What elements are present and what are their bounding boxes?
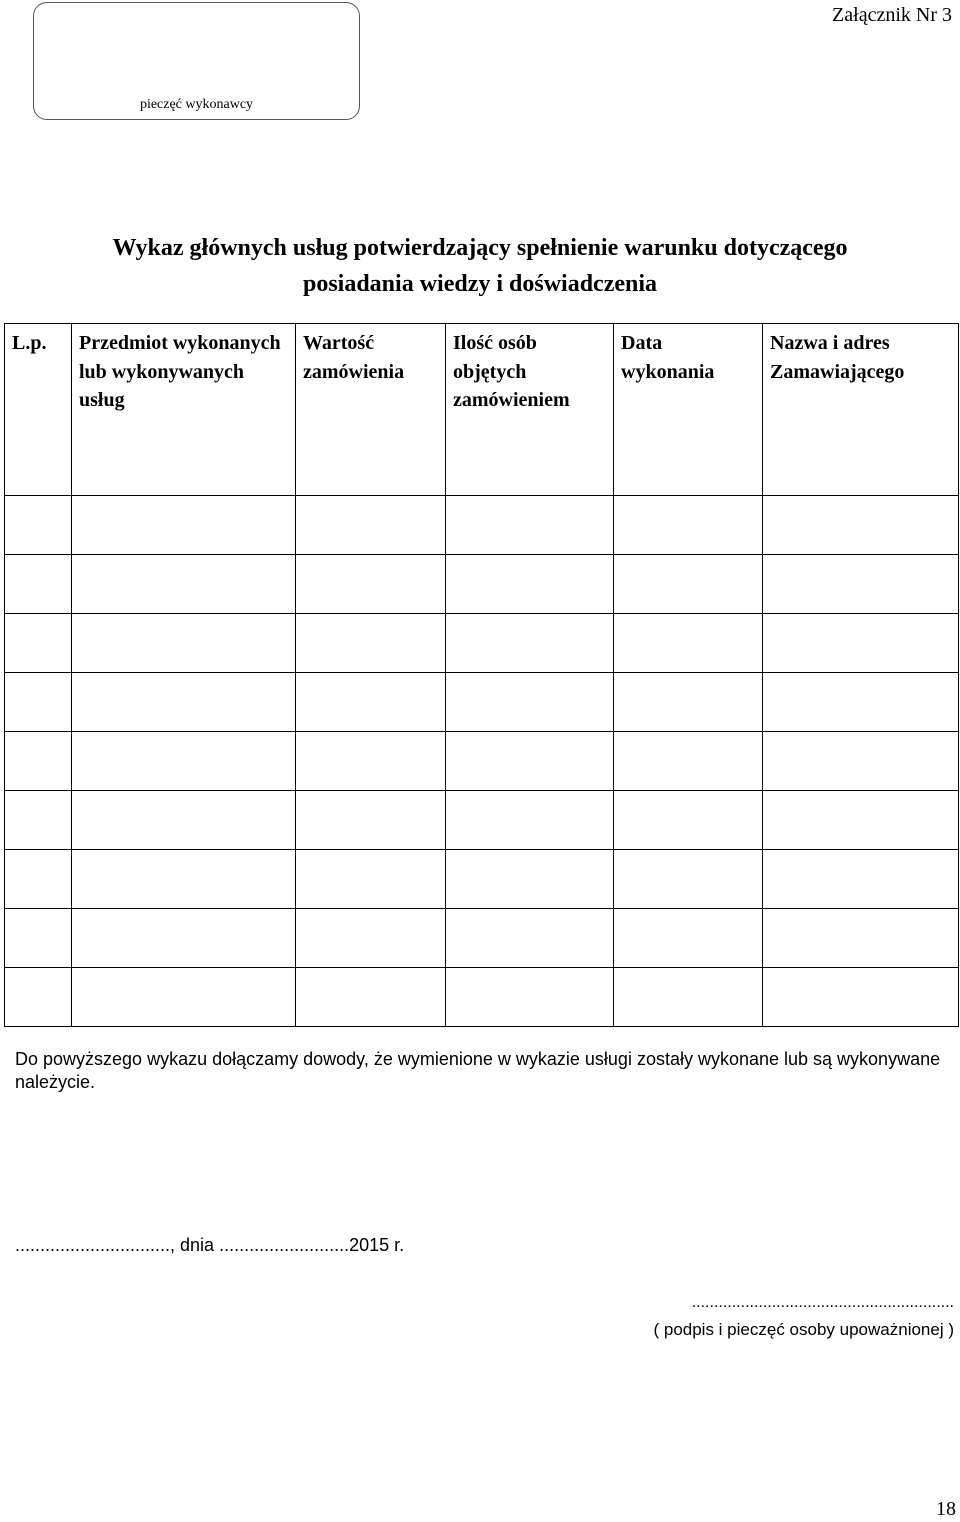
table-cell [763,732,959,791]
table-cell [72,555,296,614]
table-row [5,850,959,909]
table-cell [614,732,763,791]
table-row [5,614,959,673]
header-value: Wartość zamówienia [296,324,446,496]
header-persons: Ilość osób objętych zamówieniem [446,324,614,496]
table-row [5,732,959,791]
table-body [5,496,959,1027]
table-cell [763,555,959,614]
table-cell [763,496,959,555]
table-cell [446,555,614,614]
table-cell [72,732,296,791]
contractor-stamp-box [33,2,360,120]
header-client: Nazwa i adres Zamawiającego [763,324,959,496]
table-cell [5,614,72,673]
table-row [5,555,959,614]
table-cell [72,909,296,968]
table-cell [763,791,959,850]
table-cell [296,614,446,673]
table-cell [614,850,763,909]
table-cell [5,850,72,909]
table-cell [5,791,72,850]
table-cell [614,909,763,968]
table-cell [296,732,446,791]
table-cell [446,496,614,555]
table-header-row [5,324,959,496]
table-cell [614,968,763,1027]
table-cell [763,673,959,732]
table-cell [446,673,614,732]
table-row [5,496,959,555]
table-cell [614,791,763,850]
table-cell [72,791,296,850]
table-cell [72,496,296,555]
table-cell [446,614,614,673]
header-subject: Przedmiot wykonanych lub wykonywanych usług [72,324,296,496]
table-cell [446,909,614,968]
table-cell [763,614,959,673]
title-line-1: Wykaz głównych usług potwierdzający spełnienie warunku dotyczącego [112,235,848,261]
stamp-label: pieczęć wykonawcy [139,97,254,112]
table-cell [5,673,72,732]
annex-label: Załącznik Nr 3 [832,4,952,26]
header-date: Data wykonania [614,324,763,496]
table-cell [446,968,614,1027]
table-cell [614,496,763,555]
page-number: 18 [936,1498,956,1520]
table-cell [296,791,446,850]
table-row [5,673,959,732]
table-cell [614,555,763,614]
table-cell [5,909,72,968]
table-cell [763,909,959,968]
signature-label: ( podpis i pieczęć osoby upoważnionej ) [653,1320,954,1339]
signature-line: ........................................................... [691,1294,954,1311]
table-cell [614,673,763,732]
table-cell [72,673,296,732]
table-cell [614,614,763,673]
services-table [4,323,959,1027]
table-cell [446,732,614,791]
table-cell [5,496,72,555]
title-line-2: posiadania wiedzy i doświadczenia [302,271,658,297]
table-cell [296,909,446,968]
table-row [5,909,959,968]
table-cell [296,673,446,732]
table-cell [72,968,296,1027]
table-cell [5,968,72,1027]
table-cell [763,850,959,909]
table-cell [296,496,446,555]
table-cell [72,850,296,909]
statement-text: Do powyższego wykazu dołączamy dowody, że wymienione w wykazie usługi zostały wykonane lub są wykonywane należycie. [15,1049,941,1092]
table-row [5,791,959,850]
table-cell [5,555,72,614]
table-cell [5,732,72,791]
document-title [0,230,960,302]
table-cell [446,791,614,850]
table-cell [446,850,614,909]
table-row [5,968,959,1027]
table-cell [296,850,446,909]
table-cell [296,555,446,614]
header-lp: L.p. [5,324,72,496]
table-cell [763,968,959,1027]
table-cell [72,614,296,673]
date-line: ..............................., dnia ..........................2015 r. [15,1235,405,1255]
table-cell [296,968,446,1027]
